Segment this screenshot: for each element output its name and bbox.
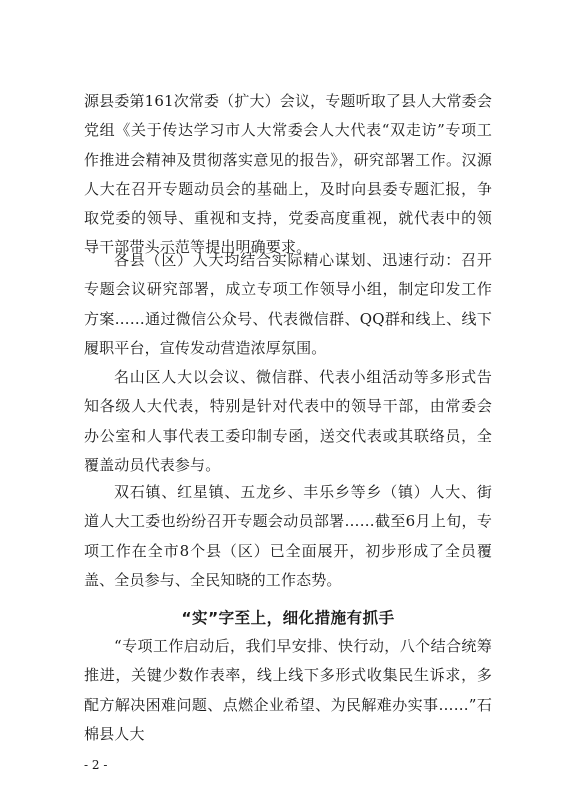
paragraph-shimian-quote: “专项工作启动后，我们早安排、快行动，八个结合统筹推进，关键少数作表率，线上线下多形式收集民生诉求，多配方解决困难问题、点燃企业希望、为民解难办实事……”石棉县人大 [84, 637, 492, 743]
page-number: - 2 - [84, 758, 108, 772]
paragraph-mingshan: 名山区人大以会议、微信群、代表小组活动等多形式告知各级人大代表，特别是针对代表中的领导干部，由常委会办公室和人事代表工委印制专函，送交代表或其联络员，全覆盖动员代表参与。 [84, 368, 492, 474]
paragraph-continuation: 源县委第161次常委（扩大）会议，专题听取了县人大常委会党组《关于传达学习市人大常委会人大代表“双走访”专项工作推进会精神及贯彻落实意见的报告》，研究部署工作。汉源人大在召开专题动员会的基础上，及时向县委专题汇报，争取党委的领导、重视和支持，党委高度重视，就代表中的领导干部带头示范等提出明确要求。 [84, 92, 492, 257]
paragraph-county-actions: 各县（区）人大均结合实际精心谋划、迅速行动：召开专题会议研究部署，成立专项工作领导小组，制定印发工作方案……通过微信公众号、代表微信群、QQ群和线上、线下履职平台，宣传发动营造浓厚氛围。 [84, 251, 492, 357]
section-heading: “实”字至上，细化措施有抓手 [181, 609, 395, 627]
paragraph-towns: 双石镇、红星镇、五龙乡、丰乐乡等乡（镇）人大、街道人大工委也纷纷召开专题会动员部署……截至6月上旬，专项工作在全市8个县（区）已全面展开，初步形成了全员覆盖、全员参与、全民知晓的工作态势。 [84, 483, 492, 589]
